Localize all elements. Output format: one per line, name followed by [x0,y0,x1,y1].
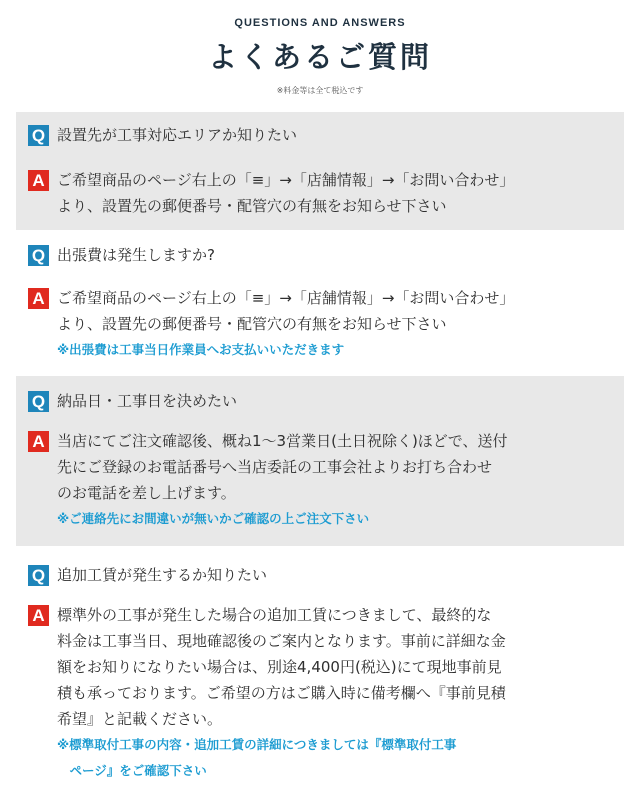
page-title: よくあるご質問 [207,40,432,74]
faq-question: 納品日・工事日を決めたい [57,392,238,410]
faq-item [16,376,624,546]
header-eyebrow: QUESTIONS AND ANSWERS [234,17,406,29]
faq-item [16,230,624,376]
faq-question: 出張費は発生しますか? [57,246,215,264]
a-badge: A [28,288,49,309]
a-badge: A [28,170,49,191]
faq-item [16,546,624,793]
answer-line: 料金は工事当日、現地確認後のご案内となります。事前に詳細な金 [57,632,506,650]
faq-answer [57,602,616,784]
a-badge: A [28,605,49,626]
q-badge: Q [28,391,49,412]
answer-line: ご希望商品のページ右上の「≡」→「店舗情報」→「お問い合わせ」 [57,289,515,307]
answer-line: 積も承っております。ご希望の方はご購入時に備考欄へ『事前見積 [57,684,506,702]
q-badge: Q [28,125,49,146]
answer-line: ご希望商品のページ右上の「≡」→「店舗情報」→「お問い合わせ」 [57,171,515,189]
answer-memo: ページ』をご確認下さい [57,763,207,778]
answer-line: 当店にてご注文確認後、概ね1〜3営業日(土日祝除く)ほどで、送付 [57,432,508,450]
answer-line: 額をお知りになりたい場合は、別途4,400円(税込)にて現地事前見 [57,658,502,676]
faq-question: 追加工賃が発生するか知りたい [57,566,268,584]
answer-line: より、設置先の郵便番号・配管穴の有無をお知らせ下さい [57,315,447,333]
answer-memo: ※標準取付工事の内容・追加工賃の詳細につきましては『標準取付工事 [57,737,457,752]
answer-line: 希望』と記載ください。 [57,710,223,728]
faq-answer [57,285,616,363]
a-badge: A [28,431,49,452]
faq-item [16,112,624,230]
answer-line: 標準外の工事が発生した場合の追加工賃につきまして、最終的な [57,606,492,624]
q-badge: Q [28,565,49,586]
answer-line: 先にご登録のお電話番号へ当店委託の工事会社よりお打ち合わせ [57,458,493,476]
faq-answer [57,428,616,532]
answer-memo: ※ご連絡先にお間違いが無いかご確認の上ご注文下さい [57,511,370,526]
answer-line: のお電話を差し上げます。 [57,484,236,502]
answer-memo: ※出張費は工事当日作業員へお支払いいただきます [57,342,345,357]
page-header [0,0,640,96]
answer-line: より、設置先の郵便番号・配管穴の有無をお知らせ下さい [57,197,447,215]
faq-answer [57,167,616,219]
q-badge: Q [28,245,49,266]
faq-question: 設置先が工事対応エリアか知りたい [57,126,298,144]
tax-note: ※料金等は全て税込です [276,86,364,95]
